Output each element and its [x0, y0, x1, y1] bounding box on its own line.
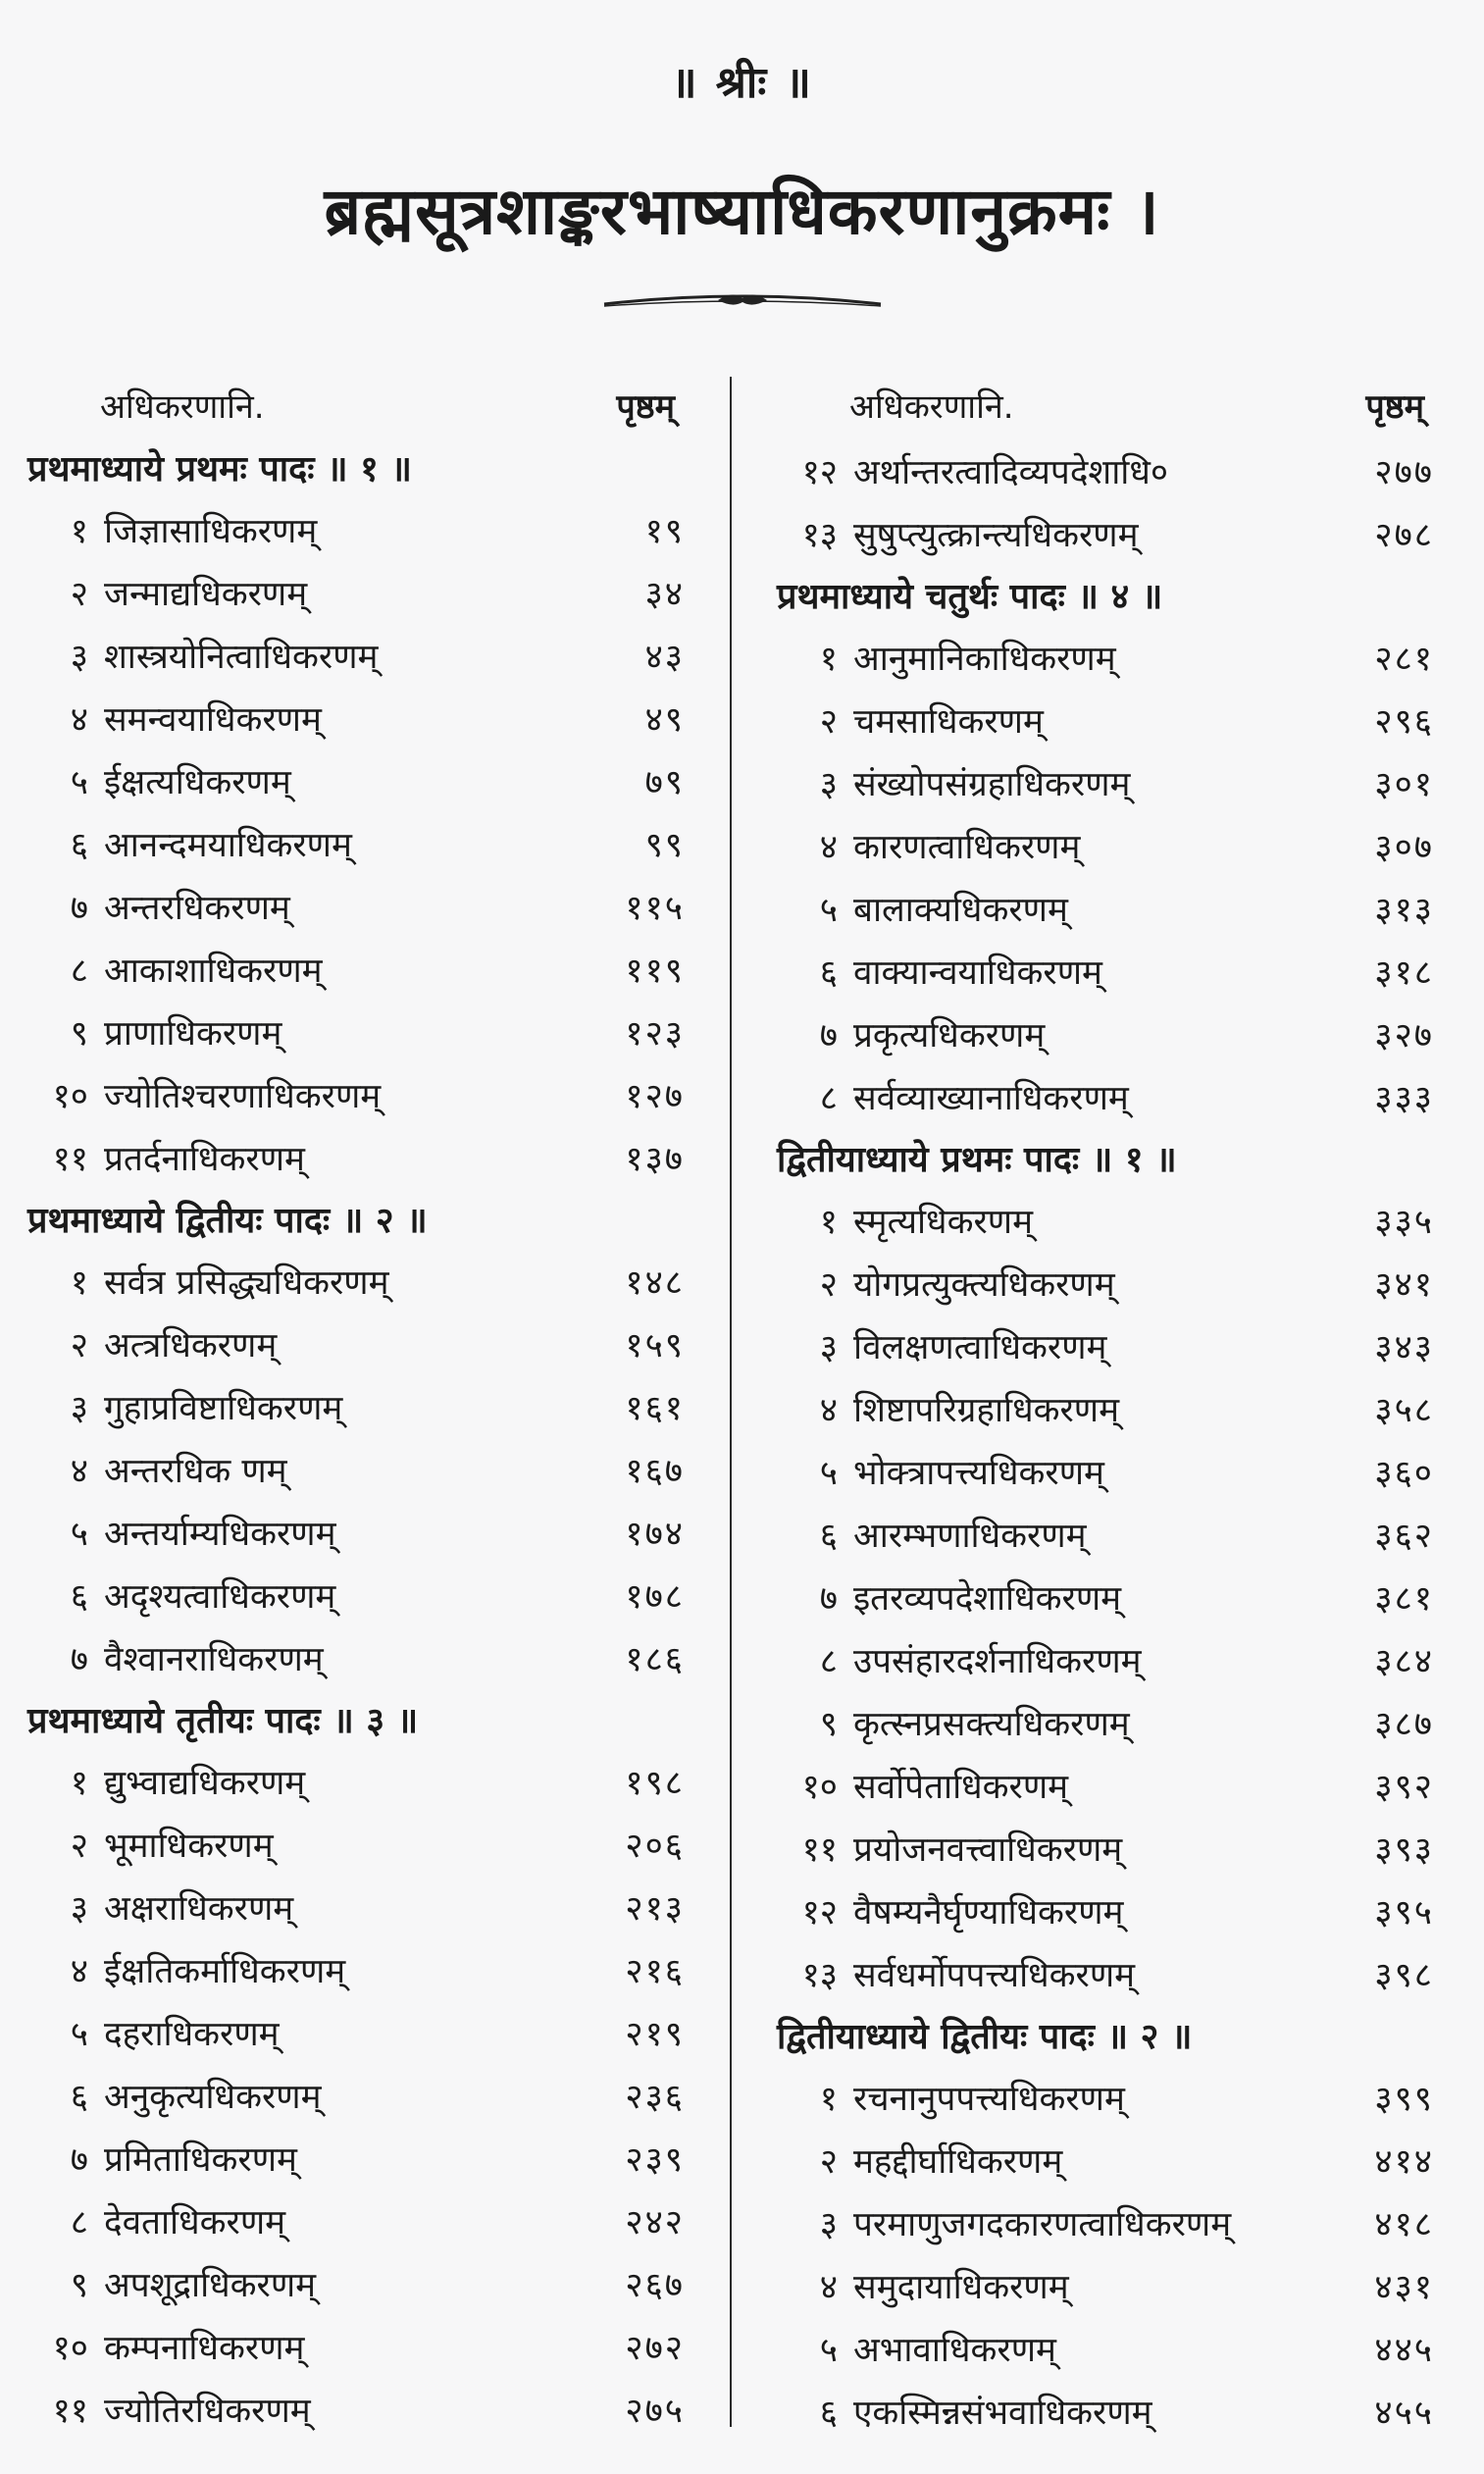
- entry-number: ८: [819, 1079, 838, 1118]
- entry-page: ३१८: [1374, 954, 1434, 993]
- toc-row: [777, 1505, 1444, 1568]
- toc-row: [27, 1377, 694, 1440]
- entry-page: १७४: [625, 1515, 685, 1554]
- entry-name: कृत्स्नप्रसक्त्यधिकरणम्: [853, 1705, 1130, 1744]
- entry-name: अनुकृत्यधिकरणम्: [104, 2078, 322, 2117]
- toc-row: [27, 814, 694, 877]
- entry-name: विलक्षणत्वाधिकरणम्: [853, 1328, 1107, 1367]
- entry-page: ३८१: [1374, 1579, 1434, 1619]
- entry-number: ५: [819, 2331, 838, 2370]
- entry-page: ९९: [644, 826, 685, 865]
- entry-page: ४९: [644, 700, 685, 740]
- entry-name: संख्योपसंग्रहाधिकरणम्: [853, 765, 1131, 804]
- entry-number: १०: [801, 1768, 838, 1807]
- entry-page: २६७: [625, 2266, 685, 2305]
- entry-number: ६: [819, 954, 838, 993]
- entry-name: सर्वव्याख्यानाधिकरणम्: [853, 1079, 1129, 1118]
- entry-page: ३८७: [1374, 1705, 1434, 1744]
- toc-row: [27, 1252, 694, 1314]
- toc-row: [27, 2317, 694, 2380]
- entry-name: महद्दीर्घाधिकरणम्: [853, 2142, 1063, 2182]
- entry-page: ३०१: [1374, 765, 1434, 804]
- toc-row: [27, 1878, 694, 1940]
- entry-number: १: [70, 1764, 88, 1803]
- entry-name: प्राणाधिकरणम्: [104, 1014, 282, 1054]
- entry-number: ६: [70, 2078, 88, 2117]
- entry-name: गुहाप्रविष्टाधिकरणम्: [104, 1389, 343, 1428]
- entry-name: सर्वधर्मोपपत्त्यधिकरणम्: [853, 1956, 1136, 1995]
- entry-name: अक्षराधिकरणम्: [104, 1889, 294, 1929]
- toc-row: [777, 1191, 1444, 1254]
- header-prishtham: पृष्ठम्: [616, 387, 675, 427]
- entry-name: योगप्रत्युक्त्यधिकरणम्: [853, 1265, 1115, 1305]
- toc-row: [27, 940, 694, 1003]
- entry-name: सर्वत्र प्रसिद्ध्यधिकरणम्: [104, 1263, 389, 1303]
- entry-page: २३९: [625, 2140, 685, 2180]
- entry-page: १७८: [625, 1577, 685, 1617]
- entry-page: ३६०: [1374, 1454, 1434, 1493]
- toc-row: [777, 2068, 1444, 2131]
- entry-page: ४३: [644, 638, 685, 677]
- entry-page: ३९८: [1374, 1956, 1434, 1995]
- entry-number: ३: [70, 1889, 88, 1929]
- entry-page: ३९५: [1374, 1893, 1434, 1933]
- toc-row: [27, 1065, 694, 1128]
- entry-name: इतरव्यपदेशाधिकरणम्: [853, 1579, 1122, 1619]
- toc-row: [777, 2382, 1444, 2445]
- entry-page: ४३१: [1374, 2268, 1434, 2307]
- entry-name: भोक्त्रापत्त्यधिकरणम्: [853, 1454, 1104, 1493]
- entry-name: समुदायाधिकरणम्: [853, 2268, 1069, 2307]
- entry-number: ७: [70, 1640, 88, 1679]
- toc-row: [777, 1693, 1444, 1756]
- entry-number: ४: [70, 700, 88, 740]
- entry-name: बालाक्यधिकरणम्: [853, 891, 1068, 930]
- entry-name: कारणत्वाधिकरणम्: [853, 828, 1081, 867]
- entry-number: १३: [801, 1956, 838, 1995]
- toc-row: [27, 2254, 694, 2317]
- entry-number: ११: [801, 1830, 838, 1870]
- toc-row: [27, 2191, 694, 2254]
- entry-number: ११: [52, 1140, 88, 1179]
- entry-page: ११५: [625, 889, 685, 928]
- entry-number: ७: [70, 2140, 88, 2180]
- entry-number: ६: [70, 826, 88, 865]
- entry-page: २८१: [1374, 640, 1434, 679]
- section-title: प्रथमाध्याये तृतीयः पादः ॥ ३ ॥: [27, 1701, 419, 1741]
- entry-page: २४२: [625, 2203, 685, 2242]
- entry-number: ६: [819, 1517, 838, 1556]
- toc-row: [27, 1815, 694, 1878]
- entry-number: २: [70, 575, 88, 614]
- toc-row: [777, 2131, 1444, 2193]
- toc-row: [777, 691, 1444, 753]
- section-title: द्वितीयाध्याये प्रथमः पादः ॥ १ ॥: [777, 1140, 1177, 1180]
- toc-row: [777, 1442, 1444, 1505]
- toc-row: [27, 751, 694, 814]
- entry-number: १३: [801, 516, 838, 555]
- entry-page: १८६: [625, 1640, 685, 1679]
- entry-number: ६: [819, 2394, 838, 2433]
- entry-number: २: [70, 1827, 88, 1866]
- entry-number: ९: [70, 2266, 88, 2305]
- toc-row: [27, 689, 694, 751]
- entry-page: ३५८: [1374, 1391, 1434, 1430]
- header-prishtham: पृष्ठम्: [1365, 387, 1424, 427]
- toc-row: [27, 1752, 694, 1815]
- entry-number: ८: [70, 2203, 88, 2242]
- toc-row: [777, 1067, 1444, 1130]
- entry-page: ३४: [644, 575, 685, 614]
- entry-name: अन्तरधिक णम्: [104, 1452, 287, 1491]
- entry-name: ज्योतिरधिकरणम्: [104, 2392, 311, 2431]
- toc-row: [777, 753, 1444, 816]
- left-column: [27, 0, 714, 2474]
- entry-name: अपशूद्राधिकरणम्: [104, 2266, 317, 2305]
- toc-row: [777, 441, 1444, 504]
- entry-number: १२: [801, 453, 838, 492]
- entry-page: २७७: [1374, 453, 1434, 492]
- section-title: प्रथमाध्याये द्वितीयः पादः ॥ २ ॥: [27, 1201, 428, 1241]
- entry-number: ४: [819, 2268, 838, 2307]
- entry-name: शिष्टापरिग्रहाधिकरणम्: [853, 1391, 1120, 1430]
- right-entries: [777, 441, 1444, 2445]
- entry-number: ४: [70, 1452, 88, 1491]
- toc-row: [777, 879, 1444, 942]
- entry-page: ११९: [625, 952, 685, 991]
- entry-number: ९: [70, 1014, 88, 1054]
- right-column-header: [777, 383, 1424, 428]
- entry-name: ईक्षतिकर्माधिकरणम्: [104, 1952, 346, 1991]
- section-title: प्रथमाध्याये प्रथमः पादः ॥ १ ॥: [27, 449, 412, 490]
- entry-page: १३७: [625, 1140, 685, 1179]
- entry-page: २३६: [625, 2078, 685, 2117]
- entry-number: ८: [70, 952, 88, 991]
- entry-name: आकाशाधिकरणम्: [104, 952, 323, 991]
- entry-page: ३४३: [1374, 1328, 1434, 1367]
- entry-number: ५: [70, 2015, 88, 2054]
- entry-number: ६: [70, 1577, 88, 1617]
- entry-page: ७९: [644, 763, 685, 802]
- entry-name: रचनानुपपत्त्यधिकरणम्: [853, 2080, 1125, 2119]
- entry-page: १९८: [625, 1764, 685, 1803]
- entry-page: २७२: [625, 2329, 685, 2368]
- entry-number: ७: [819, 1579, 838, 1619]
- entry-name: अन्तरधिकरणम्: [104, 889, 290, 928]
- entry-number: २: [70, 1326, 88, 1366]
- entry-page: ३६२: [1374, 1517, 1434, 1556]
- toc-row: [27, 2003, 694, 2066]
- entry-number: १: [819, 640, 838, 679]
- toc-row: [27, 1128, 694, 1191]
- entry-number: ८: [819, 1642, 838, 1681]
- toc-row: [27, 1940, 694, 2003]
- toc-row: [777, 1630, 1444, 1693]
- toc-row: [777, 816, 1444, 879]
- invocation-heading: ॥ श्रीः ॥: [671, 58, 813, 108]
- entry-name: प्रयोजनवत्त्वाधिकरणम्: [853, 1830, 1123, 1870]
- entry-page: २७८: [1374, 516, 1434, 555]
- entry-number: ११: [52, 2392, 88, 2431]
- entry-name: अत्त्रधिकरणम्: [104, 1326, 278, 1366]
- entry-page: ३३३: [1374, 1079, 1434, 1118]
- entry-name: प्रकृत्यधिकरणम्: [853, 1016, 1046, 1056]
- entry-number: ३: [819, 1328, 838, 1367]
- entry-page: २१६: [625, 1952, 685, 1991]
- entry-number: १०: [52, 2329, 88, 2368]
- entry-name: अभावाधिकरणम्: [853, 2331, 1056, 2370]
- column-divider: [730, 377, 732, 2427]
- entry-name: एकस्मिन्नसंभवाधिकरणम्: [853, 2394, 1152, 2433]
- entry-page: ४४५: [1374, 2331, 1434, 2370]
- right-column: [777, 0, 1463, 2474]
- toc-row: [777, 1005, 1444, 1067]
- entry-name: आनन्दमयाधिकरणम्: [104, 826, 352, 865]
- entry-number: २: [819, 2142, 838, 2182]
- entry-number: १०: [52, 1077, 88, 1116]
- entry-name: अदृश्यत्वाधिकरणम्: [104, 1577, 336, 1617]
- entry-page: १९: [644, 512, 685, 551]
- entry-page: ४१८: [1374, 2205, 1434, 2244]
- toc-row: [777, 1379, 1444, 1442]
- header-adhikaranani: अधिकरणानि.: [100, 387, 265, 427]
- entry-number: ४: [70, 1952, 88, 1991]
- toc-row: [27, 877, 694, 940]
- toc-row: [777, 1568, 1444, 1630]
- entry-page: ३३५: [1374, 1203, 1434, 1242]
- page-title: ब्रह्मसूत्रशाङ्करभाष्याधिकरणानुक्रमः ।: [324, 174, 1160, 249]
- entry-name: स्मृत्यधिकरणम्: [853, 1203, 1034, 1242]
- entry-number: २: [819, 702, 838, 742]
- toc-row: [777, 2256, 1444, 2319]
- entry-page: ३२७: [1374, 1016, 1434, 1056]
- section-title: द्वितीयाध्याये द्वितीयः पादः ॥ २ ॥: [777, 2017, 1193, 2057]
- entry-number: २: [819, 1265, 838, 1305]
- entry-name: वैश्वानराधिकरणम्: [104, 1640, 324, 1679]
- left-column-header: [27, 383, 675, 428]
- toc-row: [777, 2319, 1444, 2382]
- entry-number: ३: [819, 765, 838, 804]
- toc-row: [777, 942, 1444, 1005]
- entry-number: ३: [70, 1389, 88, 1428]
- toc-row: [27, 626, 694, 689]
- entry-name: समन्वयाधिकरणम्: [104, 700, 322, 740]
- entry-number: ३: [819, 2205, 838, 2244]
- entry-page: २०६: [625, 1827, 685, 1866]
- entry-number: ३: [70, 638, 88, 677]
- entry-number: १: [819, 2080, 838, 2119]
- entry-number: १: [70, 1263, 88, 1303]
- toc-row: [27, 1440, 694, 1503]
- header-adhikaranani: अधिकरणानि.: [849, 387, 1014, 427]
- entry-number: ५: [819, 1454, 838, 1493]
- entry-page: २७५: [625, 2392, 685, 2431]
- entry-page: ३०७: [1374, 828, 1434, 867]
- entry-number: ५: [70, 763, 88, 802]
- entry-name: सुषुप्त्युत्क्रान्त्यधिकरणम्: [853, 516, 1139, 555]
- entry-page: २१३: [625, 1889, 685, 1929]
- entry-number: ५: [819, 891, 838, 930]
- entry-name: जन्माद्यधिकरणम्: [104, 575, 308, 614]
- entry-number: १: [70, 512, 88, 551]
- entry-page: ३८४: [1374, 1642, 1434, 1681]
- entry-number: ९: [819, 1705, 838, 1744]
- entry-name: अर्थान्तरत्वादिव्यपदेशाधि०: [853, 453, 1169, 492]
- entry-name: अन्तर्याम्यधिकरणम्: [104, 1515, 336, 1554]
- toc-row: [27, 1566, 694, 1628]
- entry-number: १२: [801, 1893, 838, 1933]
- entry-page: ३९९: [1374, 2080, 1434, 2119]
- entry-page: ३९२: [1374, 1768, 1434, 1807]
- entry-name: वैषम्यनैर्घृण्याधिकरणम्: [853, 1893, 1124, 1933]
- entry-page: ३१३: [1374, 891, 1434, 930]
- entry-name: ज्योतिश्चरणाधिकरणम्: [104, 1077, 382, 1116]
- entry-page: २१९: [625, 2015, 685, 2054]
- entry-page: ३४१: [1374, 1265, 1434, 1305]
- entry-number: ४: [819, 1391, 838, 1430]
- toc-row: [777, 2193, 1444, 2256]
- toc-row: [777, 1756, 1444, 1819]
- entry-number: ७: [819, 1016, 838, 1056]
- toc-row: [777, 628, 1444, 691]
- toc-row: [777, 1316, 1444, 1379]
- toc-row: [27, 2380, 694, 2443]
- entry-name: द्युभ्वाद्यधिकरणम्: [104, 1764, 306, 1803]
- toc-row: [27, 1003, 694, 1065]
- toc-row: [27, 563, 694, 626]
- toc-row: [27, 500, 694, 563]
- entry-name: उपसंहारदर्शनाधिकरणम्: [853, 1642, 1142, 1681]
- entry-name: भूमाधिकरणम्: [104, 1827, 274, 1866]
- entry-name: वाक्यान्वयाधिकरणम्: [853, 954, 1102, 993]
- toc-row: [777, 1819, 1444, 1881]
- entry-page: ३९३: [1374, 1830, 1434, 1870]
- toc-row: [777, 504, 1444, 567]
- entry-name: प्रमिताधिकरणम्: [104, 2140, 297, 2180]
- toc-row: [777, 1944, 1444, 2007]
- entry-number: ५: [70, 1515, 88, 1554]
- entry-name: देवताधिकरणम्: [104, 2203, 286, 2242]
- toc-row: [27, 2129, 694, 2191]
- entry-number: ४: [819, 828, 838, 867]
- entry-name: जिज्ञासाधिकरणम्: [104, 512, 318, 551]
- entry-page: ४१४: [1374, 2142, 1434, 2182]
- entry-number: १: [819, 1203, 838, 1242]
- entry-name: चमसाधिकरणम्: [853, 702, 1044, 742]
- entry-name: दहराधिकरणम्: [104, 2015, 280, 2054]
- entry-name: शास्त्रयोनित्वाधिकरणम्: [104, 638, 379, 677]
- toc-row: [27, 1628, 694, 1691]
- section-title: प्रथमाध्याये चतुर्थः पादः ॥ ४ ॥: [777, 577, 1163, 617]
- entry-name: आनुमानिकाधिकरणम्: [853, 640, 1116, 679]
- entry-name: ईक्षत्यधिकरणम्: [104, 763, 291, 802]
- entry-name: सर्वोपेताधिकरणम्: [853, 1768, 1069, 1807]
- entry-page: ४५५: [1374, 2394, 1434, 2433]
- entry-page: १४८: [625, 1263, 685, 1303]
- entry-page: १२७: [625, 1077, 685, 1116]
- toc-row: [27, 2066, 694, 2129]
- entry-page: १५९: [625, 1326, 685, 1366]
- entry-page: २९६: [1374, 702, 1434, 742]
- entry-name: कम्पनाधिकरणम्: [104, 2329, 305, 2368]
- toc-row: [777, 1881, 1444, 1944]
- entry-name: आरम्भणाधिकरणम्: [853, 1517, 1087, 1556]
- entry-name: प्रतर्दनाधिकरणम्: [104, 1140, 305, 1179]
- left-entries: [27, 439, 694, 2443]
- toc-row: [27, 1503, 694, 1566]
- toc-row: [27, 1314, 694, 1377]
- entry-page: १६१: [625, 1389, 685, 1428]
- toc-row: [777, 1254, 1444, 1316]
- entry-number: ७: [70, 889, 88, 928]
- entry-page: १६७: [625, 1452, 685, 1491]
- entry-name: परमाणुजगदकारणत्वाधिकरणम्: [853, 2205, 1232, 2244]
- entry-page: १२३: [625, 1014, 685, 1054]
